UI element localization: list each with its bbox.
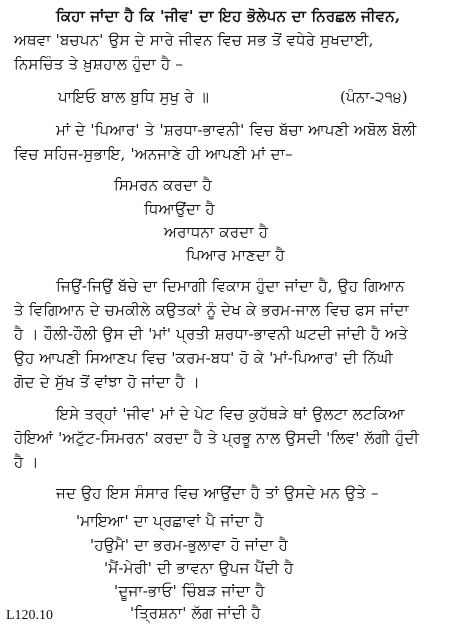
paragraph-4-line-3: ਹੈ ।	[14, 453, 39, 471]
list-2-item-3: 'ਮੈਂ-ਮੇਰੀ' ਦੀ ਭਾਵਨਾ ਉਪਜ ਪੈਂਦੀ ਹੈ	[104, 559, 294, 577]
paragraph-3-line-2: ਤੇ ਵਿਗਿਆਨ ਦੇ ਚਮਕੀਲੇ ਕਉਤਕਾਂ ਨੂੰ ਦੇਖ ਕੇ ਭਰਮ-ਜਾਲ ਵਿਚ ਫਸ ਜਾਂਦਾ	[14, 301, 409, 319]
paragraph-3-line-4: ਉਹ ਆਪਣੀ ਸਿਆਣਪ ਵਿਚ 'ਕਰਮ-ਬਧ' ਹੋ ਕੇ 'ਮਾਂ-ਪਿਆਰ' ਦੀ ਨਿੱਘੀ	[14, 349, 394, 367]
list-2-item-2: 'ਹਉਮੈ' ਦਾ ਭਰਮ-ਭੁਲਾਵਾ ਹੋ ਜਾਂਦਾ ਹੈ	[90, 536, 289, 554]
list-1-item-4: ਪਿਆਰ ਮਾਣਦਾ ਹੈ	[186, 246, 285, 264]
list-1-item-3: ਅਰਾਧਨਾ ਕਰਦਾ ਹੈ	[164, 223, 269, 241]
paragraph-4-line-1: ਇਸੇ ਤਰ੍ਹਾਂ 'ਜੀਵ' ਮਾਂ ਦੇ ਪੇਟ ਵਿਚ ਕੁਹੱਥੜੇ ਥਾਂ ਉਲਟਾ ਲਟਕਿਆ	[56, 405, 405, 423]
list-2-item-5: 'ਤ੍ਰਿਸ਼ਨਾ' ਲੱਗ ਜਾਂਦੀ ਹੈ	[130, 604, 261, 622]
list-1-item-1: ਸਿਮਰਨ ਕਰਦਾ ਹੈ	[114, 176, 212, 194]
paragraph-1-line-3: ਨਿਸਚਿੰਤ ਤੇ ਖ਼ੁਸ਼ਹਾਲ ਹੁੰਦਾ ਹੈ –	[14, 55, 184, 73]
list-2-item-4: 'ਦੂਜਾ-ਭਾਓ' ਚਿੰਬੜ ਜਾਂਦਾ ਹੈ	[114, 582, 265, 600]
paragraph-3-line-3: ਹੈ । ਹੌਲੀ-ਹੌਲੀ ਉਸ ਦੀ 'ਮਾਂ' ਪ੍ਰਤੀ ਸ਼ਰਧਾ-ਭਾਵਨੀ ਘਟਦੀ ਜਾਂਦੀ ਹੈ ਅਤੇ	[14, 325, 408, 343]
paragraph-3-line-5: ਗੋਦ ਦੇ ਸੁੱਖ ਤੋਂ ਵਾਂਝਾ ਹੋ ਜਾਂਦਾ ਹੈ ।	[14, 373, 200, 391]
paragraph-5-line-1: ਜਦ ਉਹ ਇਸ ਸੰਸਾਰ ਵਿਚ ਆਉਂਦਾ ਹੈ ਤਾਂ ਉਸਦੇ ਮਨ ਉਤੇ –	[56, 484, 379, 502]
paragraph-4-line-2: ਹੋਇਆਂ 'ਅਟੁੱਟ-ਸਿਮਰਨ' ਕਰਦਾ ਹੈ ਤੇ ਪ੍ਰਭੂ ਨਾਲ ਉਸਦੀ 'ਲਿਵ' ਲੱਗੀ ਹੁੰਦੀ	[14, 429, 420, 447]
paragraph-3-line-1: ਜਿਉਂ-ਜਿਉਂ ਬੱਚੇ ਦਾ ਦਿਮਾਗੀ ਵਿਕਾਸ ਹੁੰਦਾ ਜਾਂਦਾ ਹੈ, ਉਹ ਗਿਆਨ	[56, 277, 405, 295]
document-code: L120.10	[6, 608, 54, 623]
list-1-item-2: ਧਿਆਉਂਦਾ ਹੈ	[144, 200, 215, 218]
scripture-page-reference: (ਪੰਨਾ-੨੧੪)	[340, 88, 408, 106]
paragraph-2-line-1: ਮਾਂ ਦੇ 'ਪਿਆਰ' ਤੇ 'ਸ਼ਰਧਾ-ਭਾਵਨੀ' ਵਿਚ ਬੱਚਾ ਆਪਣੀ ਅਬੋਲ ਬੋਲੀ	[56, 121, 417, 139]
paragraph-2-line-2: ਵਿਚ ਸਹਿਜ-ਸੁਭਾਇ, 'ਅਨਜਾਣੇ ਹੀ ਆਪਣੀ ਮਾਂ ਦਾ–	[14, 145, 293, 163]
paragraph-1-line-2: ਅਥਵਾ 'ਬਚਪਨ' ਉਸ ਦੇ ਸਾਰੇ ਜੀਵਨ ਵਿਚ ਸਭ ਤੋਂ ਵਧੇਰੇ ਸੁਖਦਾਈ,	[14, 31, 374, 49]
list-2-item-1: 'ਮਾਇਆ' ਦਾ ਪ੍ਰਛਾਵਾਂ ਪੈ ਜਾਂਦਾ ਹੈ	[76, 512, 264, 530]
paragraph-1-line-1: ਕਿਹਾ ਜਾਂਦਾ ਹੈ ਕਿ 'ਜੀਵ' ਦਾ ਇਹ ਭੋਲੇਪਨ ਦਾ ਨਿਰਛਲ ਜੀਵਨ,	[56, 7, 401, 25]
scripture-quote: ਪਾਇਓ ਬਾਲ ਬੁਧਿ ਸੁਖੁ ਰੇ ॥	[58, 88, 210, 106]
